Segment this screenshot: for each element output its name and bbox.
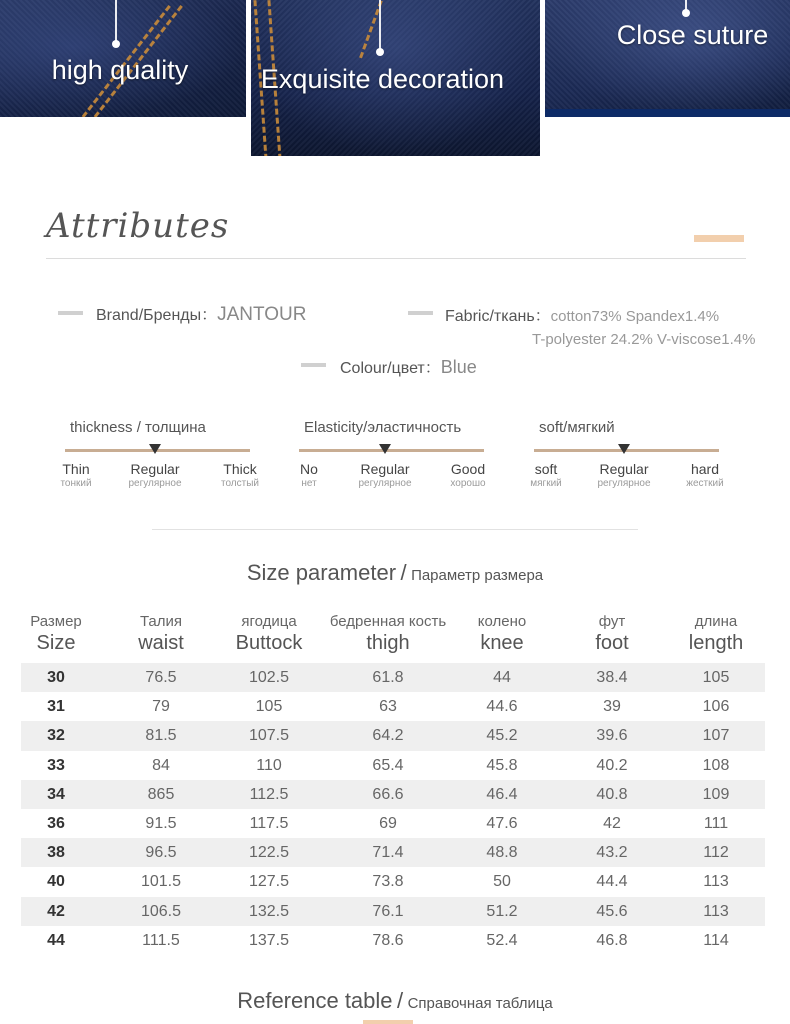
heading-accent-bar (363, 1020, 413, 1024)
measurement-cell: 64.2 (372, 727, 404, 745)
measurement-cell: 113 (703, 902, 729, 920)
measurement-cell: 112.5 (249, 785, 289, 803)
scale-marker-icon (618, 444, 630, 454)
callout-pin (115, 0, 117, 44)
measurement-cell: 106 (702, 698, 730, 716)
measurement-cell: 65.4 (372, 756, 404, 774)
table-header (21, 607, 765, 663)
table-row (21, 867, 765, 896)
bullet-dash (301, 363, 326, 367)
measurement-cell: 102.5 (248, 669, 290, 686)
size-cell: 42 (47, 902, 65, 920)
measurement-cell: 117.5 (249, 814, 289, 832)
photo-caption: Close suture (616, 20, 769, 50)
measurement-cell: 113 (703, 873, 729, 891)
measurement-cell: 38.4 (596, 669, 628, 686)
scale-bar (299, 449, 484, 452)
scale-marker-icon (149, 444, 161, 454)
measurement-cell: 105 (255, 698, 283, 716)
measurement-cell: 112 (703, 844, 729, 862)
column-header: бедренная кость thigh (329, 613, 447, 654)
size-cell: 32 (47, 727, 65, 745)
title-accent-bar (694, 235, 744, 242)
measurement-cell: 108 (702, 756, 730, 774)
column-header: Талия waist (138, 613, 184, 654)
scale-title-elasticity: Elasticity/эластичность (304, 419, 462, 436)
column-header: ягодица Buttock (235, 613, 303, 654)
scale-option: soft мягкий (530, 461, 562, 489)
column-header: фут foot (595, 613, 629, 654)
colour-attribute (340, 355, 477, 378)
measurement-cell: 46.4 (486, 785, 518, 803)
measurement-cell: 47.6 (486, 814, 518, 832)
scale-option: Good хорошо (450, 461, 486, 489)
scale-title-softness: soft/мягкий (539, 419, 615, 436)
size-parameter-heading: Size parameter / Параметр размера (246, 560, 544, 585)
table-body (21, 663, 765, 955)
brand-label: Brand/Бренды： (96, 307, 218, 324)
measurement-cell: 111 (703, 814, 729, 832)
measurement-cell: 114 (703, 931, 729, 949)
photo-exquisite-decoration (251, 0, 540, 156)
measurement-cell: 52.4 (486, 931, 518, 949)
size-cell: 30 (47, 669, 65, 686)
bullet-dash (408, 311, 433, 315)
table-row (21, 926, 765, 955)
measurement-cell: 44.4 (596, 873, 628, 891)
measurement-cell: 40.8 (596, 785, 628, 803)
column-header: колено knee (477, 613, 527, 654)
table-row (21, 809, 765, 838)
measurement-cell: 44 (493, 669, 511, 686)
scale-option: Regular регулярное (128, 461, 182, 489)
scale-option: Thin тонкий (60, 461, 92, 489)
reference-table-heading: Reference table / Справочная таблица (237, 988, 553, 1013)
scale-option: No нет (300, 461, 318, 489)
measurement-cell: 76.1 (372, 902, 404, 920)
colour-label: Colour/цвет： (340, 360, 441, 377)
size-cell: 34 (47, 785, 65, 803)
fabric-value-continued: T-polyester 24.2% V-viscose1.4% (532, 331, 756, 348)
measurement-cell: 51.2 (486, 902, 518, 920)
fabric-value: cotton73% Spandex1.4% (550, 308, 720, 325)
size-cell: 31 (47, 698, 65, 716)
fabric-label: Fabric/ткань： (445, 308, 551, 325)
measurement-cell: 81.5 (145, 727, 177, 745)
measurement-cell: 42 (603, 814, 621, 832)
photo-high-quality (0, 0, 246, 117)
table-row (21, 663, 765, 692)
measurement-cell: 50 (493, 873, 511, 891)
measurement-cell: 91.5 (145, 814, 177, 832)
measurement-cell: 46.8 (596, 931, 628, 949)
measurement-cell: 73.8 (372, 873, 404, 891)
measurement-cell: 40.2 (596, 756, 628, 774)
measurement-cell: 122.5 (248, 844, 290, 862)
callout-pin (685, 0, 687, 13)
measurement-cell: 106.5 (140, 902, 182, 920)
measurement-cell: 107 (702, 727, 730, 745)
measurement-cell: 127.5 (248, 873, 290, 891)
table-row (21, 780, 765, 809)
table-row (21, 897, 765, 926)
scale-marker-icon (379, 444, 391, 454)
scale-option: Thick толстый (221, 461, 259, 489)
measurement-cell: 44.6 (486, 698, 518, 716)
measurement-cell: 43.2 (596, 844, 628, 862)
size-cell: 33 (47, 756, 65, 774)
measurement-cell: 45.2 (486, 727, 518, 745)
divider (46, 258, 746, 259)
table-row (21, 838, 765, 867)
measurement-cell: 865 (147, 785, 175, 803)
measurement-cell: 79 (152, 698, 170, 716)
measurement-cell: 96.5 (145, 844, 177, 862)
photo-caption: Exquisite decoration (260, 64, 505, 94)
size-cell: 36 (47, 814, 65, 832)
bullet-dash (58, 311, 83, 315)
measurement-cell: 71.4 (372, 844, 404, 862)
measurement-cell: 110 (256, 756, 282, 774)
brand-attribute (96, 302, 307, 326)
scale-option: Regular регулярное (358, 461, 412, 489)
divider (152, 529, 638, 530)
fabric-attribute (445, 303, 719, 326)
table-row (21, 721, 765, 750)
measurement-cell: 39.6 (596, 727, 628, 745)
measurement-cell: 78.6 (372, 931, 404, 949)
measurement-cell: 69 (379, 814, 397, 832)
size-table (21, 607, 765, 955)
size-cell: 44 (47, 931, 65, 949)
measurement-cell: 109 (702, 785, 730, 803)
measurement-cell: 107.5 (248, 727, 290, 745)
measurement-cell: 105 (702, 669, 730, 686)
size-cell: 38 (47, 844, 65, 862)
photo-close-suture (545, 0, 790, 117)
measurement-cell: 61.8 (372, 669, 404, 686)
measurement-cell: 39 (603, 698, 621, 716)
scale-option: hard жесткий (686, 461, 724, 489)
measurement-cell: 48.8 (486, 844, 518, 862)
measurement-cell: 132.5 (248, 902, 290, 920)
brand-value: JANTOUR (217, 304, 307, 325)
size-cell: 40 (47, 873, 65, 891)
measurement-cell: 66.6 (372, 785, 404, 803)
column-header: Размер Size (30, 613, 82, 654)
measurement-cell: 84 (152, 756, 170, 774)
scale-title-thickness: thickness / толщина (70, 419, 206, 436)
measurement-cell: 63 (379, 698, 397, 716)
measurement-cell: 101.5 (140, 873, 182, 891)
table-row (21, 751, 765, 780)
photo-caption: high quality (51, 55, 189, 85)
measurement-cell: 137.5 (248, 931, 290, 949)
measurement-cell: 111.5 (142, 931, 180, 949)
scale-option: Regular регулярное (597, 461, 651, 489)
measurement-cell: 45.8 (486, 756, 518, 774)
column-header: длина length (688, 613, 744, 654)
colour-value: Blue (440, 357, 477, 377)
measurement-cell: 76.5 (145, 669, 177, 686)
attributes-title: Attributes (46, 206, 230, 246)
measurement-cell: 45.6 (596, 902, 628, 920)
callout-pin (379, 0, 381, 52)
table-row (21, 692, 765, 721)
